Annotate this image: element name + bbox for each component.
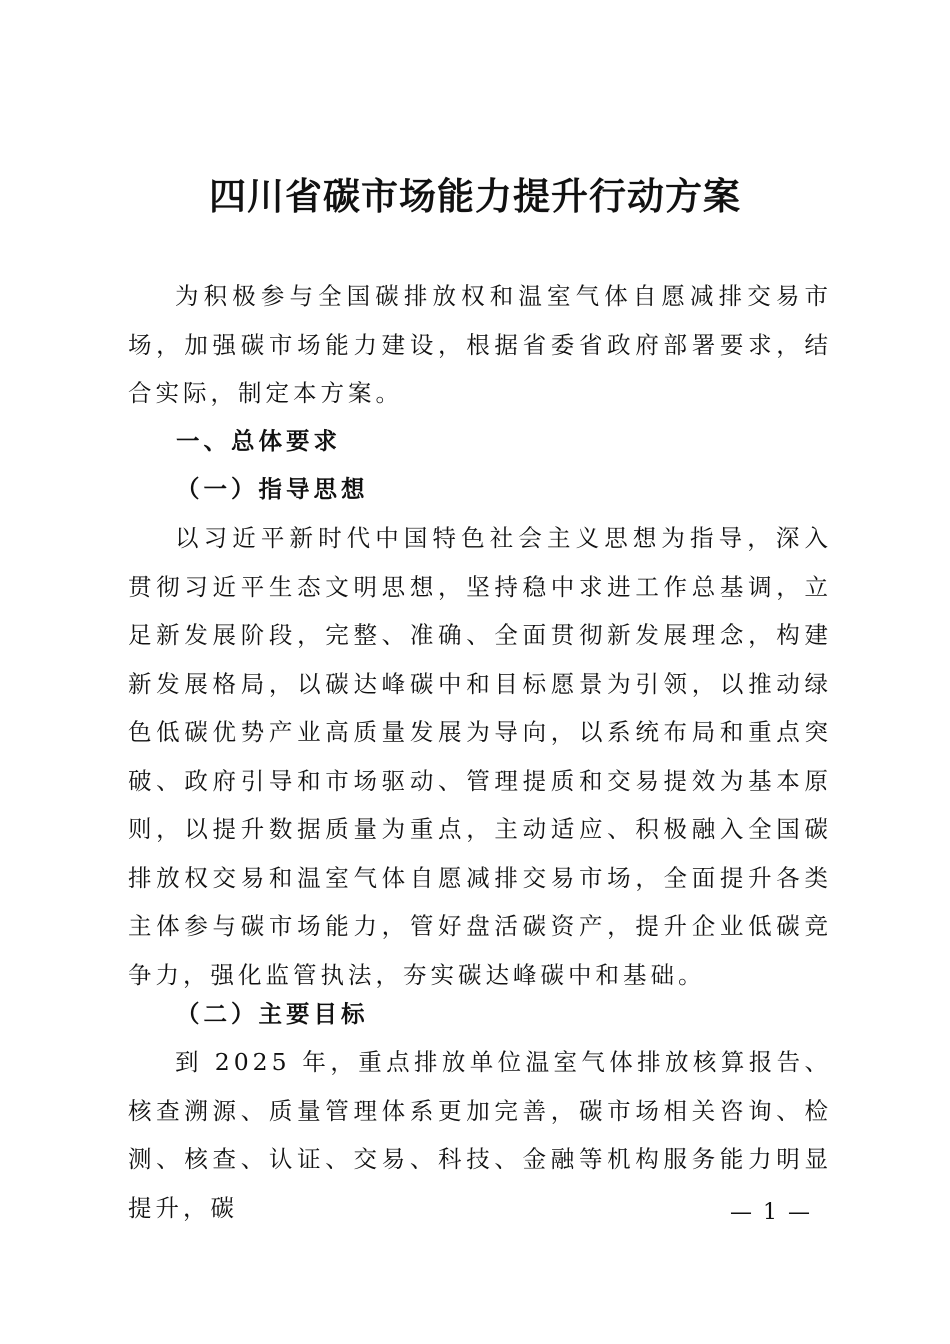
section-heading-general-requirements: 一、总体要求 (176, 427, 341, 455)
document-title: 四川省碳市场能力提升行动方案 (209, 174, 741, 218)
guiding-ideology-paragraph: 以习近平新时代中国特色社会主义思想为指导，深入贯彻习近平生态文明思想，坚持稳中求进工作总基调，立足新发展阶段，完整、准确、全面贯彻新发展理念，构建新发展格局，以碳达峰碳中和目标愿景为引领，以推动绿色低碳优势产业高质量发展为导向，以系统布局和重点突破、政府引导和市场驱动、管理提质和交易提效为基本原则，以提升数据质量为重点，主动适应、积极融入全国碳排放权交易和温室气体自愿减排交易市场，全面提升各类主体参与碳市场能力，管好盘活碳资产，提升企业低碳竞争力，强化监管执法，夯实碳达峰碳中和基础。 (128, 524, 832, 989)
intro-paragraph: 为积极参与全国碳排放权和温室气体自愿减排交易市场，加强碳市场能力建设，根据省委省政府部署要求，结合实际，制定本方案。 (128, 282, 832, 407)
subsection-heading-main-goals: （二）主要目标 (176, 1000, 369, 1028)
main-goals-paragraph: 到 2025 年，重点排放单位温室气体排放核算报告、核查溯源、质量管理体系更加完善，碳市场相关咨询、检测、核查、认证、交易、科技、金融等机构服务能力明显提升，碳 (128, 1048, 832, 1222)
page-number: — 1 — (730, 1200, 812, 1225)
subsection-heading-guiding-ideology: （一）指导思想 (176, 475, 369, 503)
